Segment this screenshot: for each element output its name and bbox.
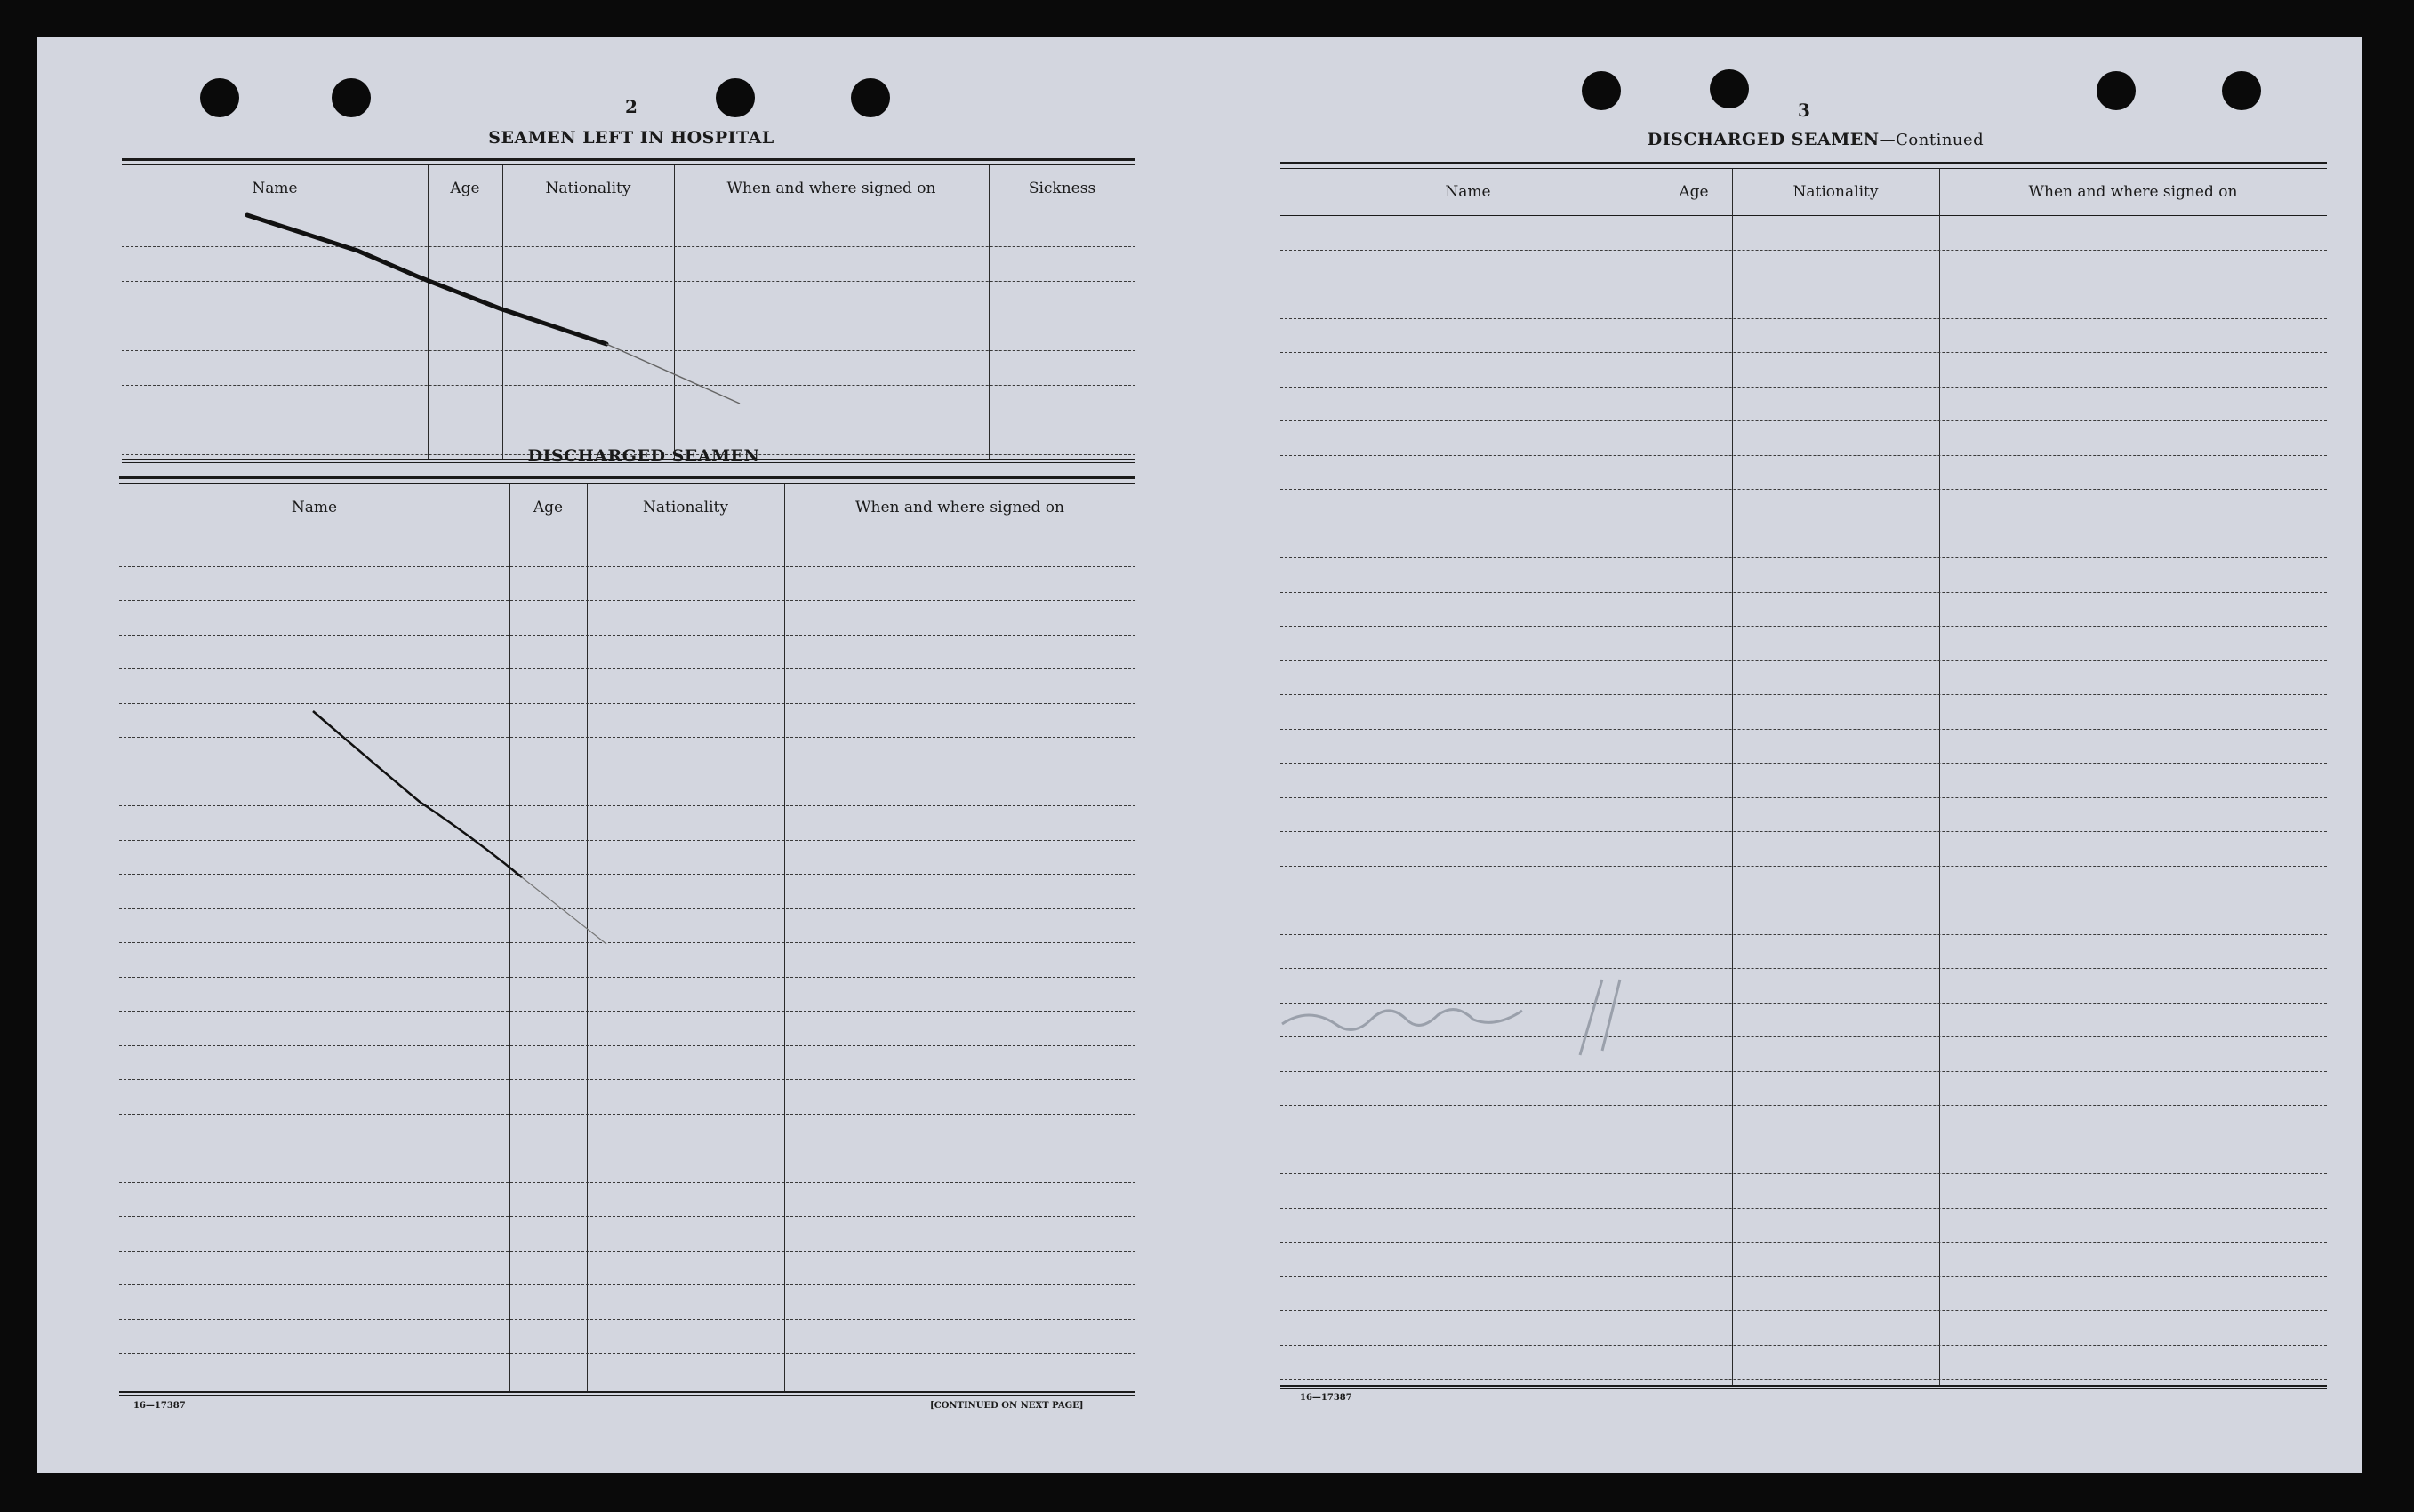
column-header: Name bbox=[291, 499, 338, 516]
column-header: Age bbox=[1679, 183, 1709, 201]
column-header: Nationality bbox=[1792, 183, 1879, 201]
column-header: When and where signed on bbox=[726, 180, 936, 197]
page-number-right: 3 bbox=[1798, 100, 1810, 121]
diagonal-strike-discharged bbox=[313, 711, 522, 877]
column-header: Age bbox=[450, 180, 480, 197]
hospital-section-title: SEAMEN LEFT IN HOSPITAL bbox=[488, 128, 774, 148]
diagonal-strike-discharged-faint bbox=[522, 877, 606, 944]
continued-suffix: —Continued bbox=[1879, 131, 1985, 149]
column-header: Name bbox=[252, 180, 298, 197]
form-number-left: 16—17387 bbox=[133, 1401, 186, 1411]
diagonal-strike-hospital bbox=[247, 215, 606, 344]
continued-note: [CONTINUED ON NEXT PAGE] bbox=[930, 1401, 1084, 1411]
column-header: When and where signed on bbox=[855, 499, 1064, 516]
column-header: Name bbox=[1445, 183, 1491, 201]
page-number-left: 2 bbox=[625, 96, 638, 117]
discharged-section-title: DISCHARGED SEAMEN bbox=[527, 446, 760, 466]
pen-marks bbox=[37, 37, 2362, 1473]
discharged-continued-title-text: DISCHARGED SEAMEN bbox=[1647, 130, 1880, 149]
faint-signature bbox=[1282, 980, 1620, 1055]
diagonal-strike-hospital-faint bbox=[606, 344, 740, 404]
document-sheet bbox=[37, 37, 2362, 1473]
form-number-right: 16—17387 bbox=[1300, 1393, 1352, 1403]
column-header: Age bbox=[533, 499, 564, 516]
column-header: When and where signed on bbox=[2028, 183, 2238, 201]
column-header: Nationality bbox=[545, 180, 631, 197]
column-header: Nationality bbox=[643, 499, 728, 516]
column-header: Sickness bbox=[1028, 180, 1096, 197]
